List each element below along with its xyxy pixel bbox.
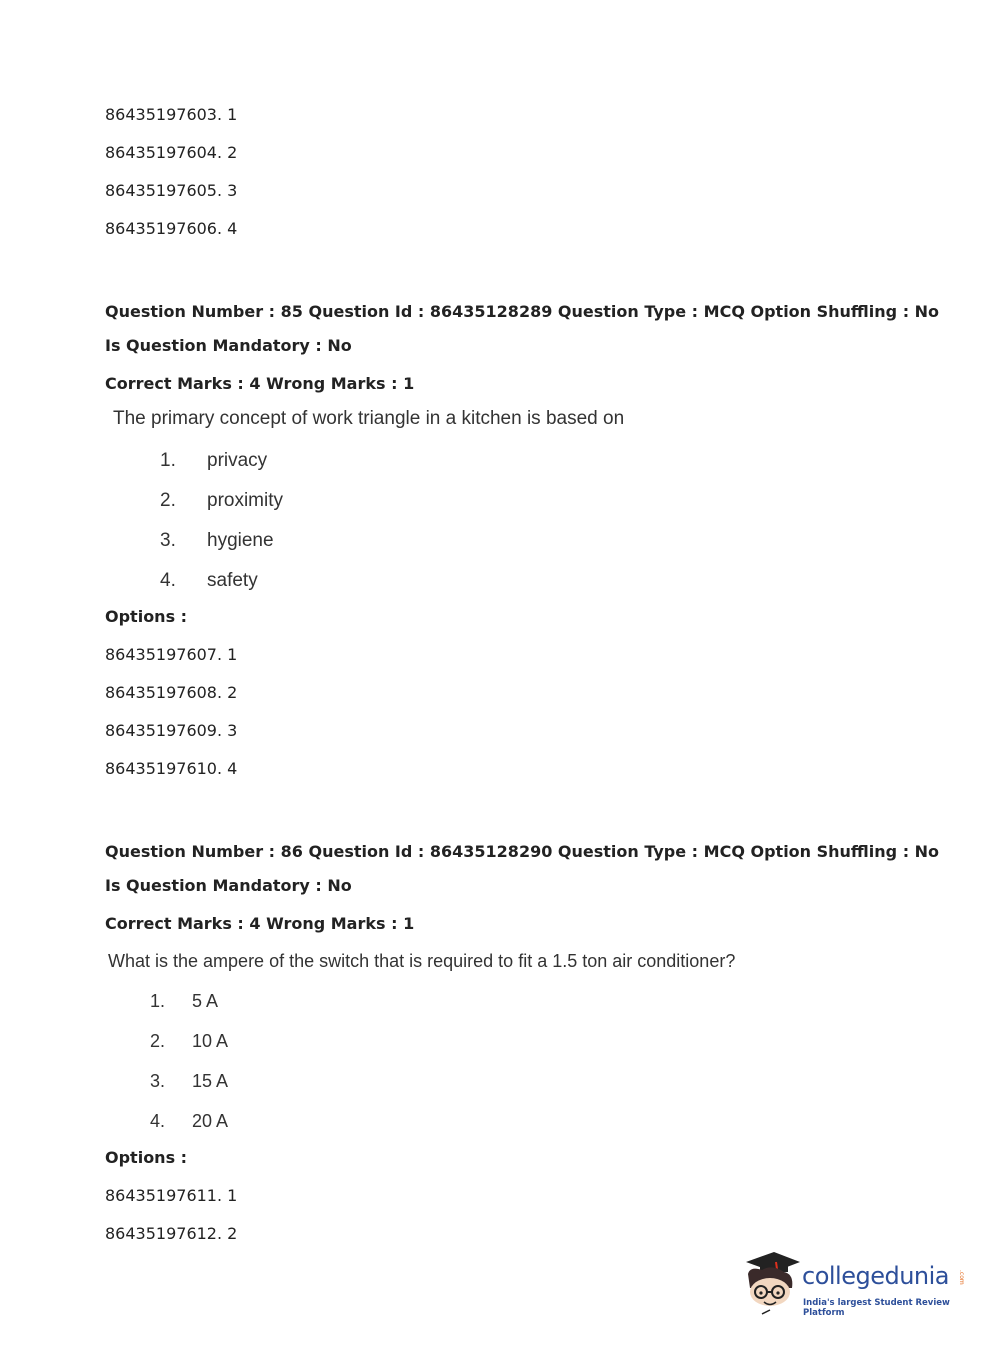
question-marks: Correct Marks : 4 Wrong Marks : 1 [105,914,415,933]
question-mandatory: Is Question Mandatory : No [105,876,352,895]
choice-number: 4. [150,1111,166,1131]
question-text: The primary concept of work triangle in a kitchen is based on [113,408,625,429]
choice-item [160,570,258,592]
question-mandatory: Is Question Mandatory : No [105,336,352,355]
choice-text: proximity [207,490,284,511]
logo-tagline: India's largest Student Review Platform [803,1298,950,1318]
question-text: What is the ampere of the switch that is required to fit a 1.5 ton air conditioner? [108,951,736,971]
option-line: 86435197604. 2 [105,143,238,162]
option-line: 86435197611. 1 [105,1186,238,1205]
collegedunia-logo [740,1248,970,1320]
choice-text: privacy [207,450,268,471]
choice-item [150,991,218,1012]
option-line: 86435197608. 2 [105,683,238,702]
choice-item [160,490,283,512]
choice-number: 4. [160,570,176,591]
question-meta-line: Question Number : 85 Question Id : 86435128289 Question Type : MCQ Option Shuffling : No [105,302,940,321]
option-line: 86435197606. 4 [105,219,238,238]
choice-item [150,1071,228,1092]
choice-text: hygiene [207,530,274,551]
choice-item [150,1111,228,1132]
option-line: 86435197612. 2 [105,1224,238,1243]
choice-item [150,1031,228,1052]
choice-number: 3. [150,1071,166,1091]
options-label: Options : [105,1148,188,1167]
choice-item [160,530,274,552]
option-line: 86435197607. 1 [105,645,238,664]
choice-text: safety [207,570,258,591]
mascot-icon [740,1248,802,1320]
question-meta-line: Question Number : 86 Question Id : 86435128290 Question Type : MCQ Option Shuffling : No [105,842,940,861]
option-line: 86435197609. 3 [105,721,238,740]
choice-number: 1. [160,450,176,471]
choice-item [160,450,267,472]
choice-number: 1. [150,991,166,1011]
choice-text: 5 A [192,991,219,1011]
logo-com-text: .com [958,1270,965,1285]
choice-number: 2. [160,490,176,511]
choice-text: 10 A [192,1031,229,1051]
logo-brand-text: collegedunia [802,1262,950,1290]
choice-number: 2. [150,1031,166,1051]
option-line: 86435197610. 4 [105,759,238,778]
options-label: Options : [105,607,188,626]
question-marks: Correct Marks : 4 Wrong Marks : 1 [105,374,415,393]
choice-number: 3. [160,530,176,551]
choice-text: 15 A [192,1071,229,1091]
option-line: 86435197605. 3 [105,181,238,200]
choice-text: 20 A [192,1111,229,1131]
option-line: 86435197603. 1 [105,105,238,124]
